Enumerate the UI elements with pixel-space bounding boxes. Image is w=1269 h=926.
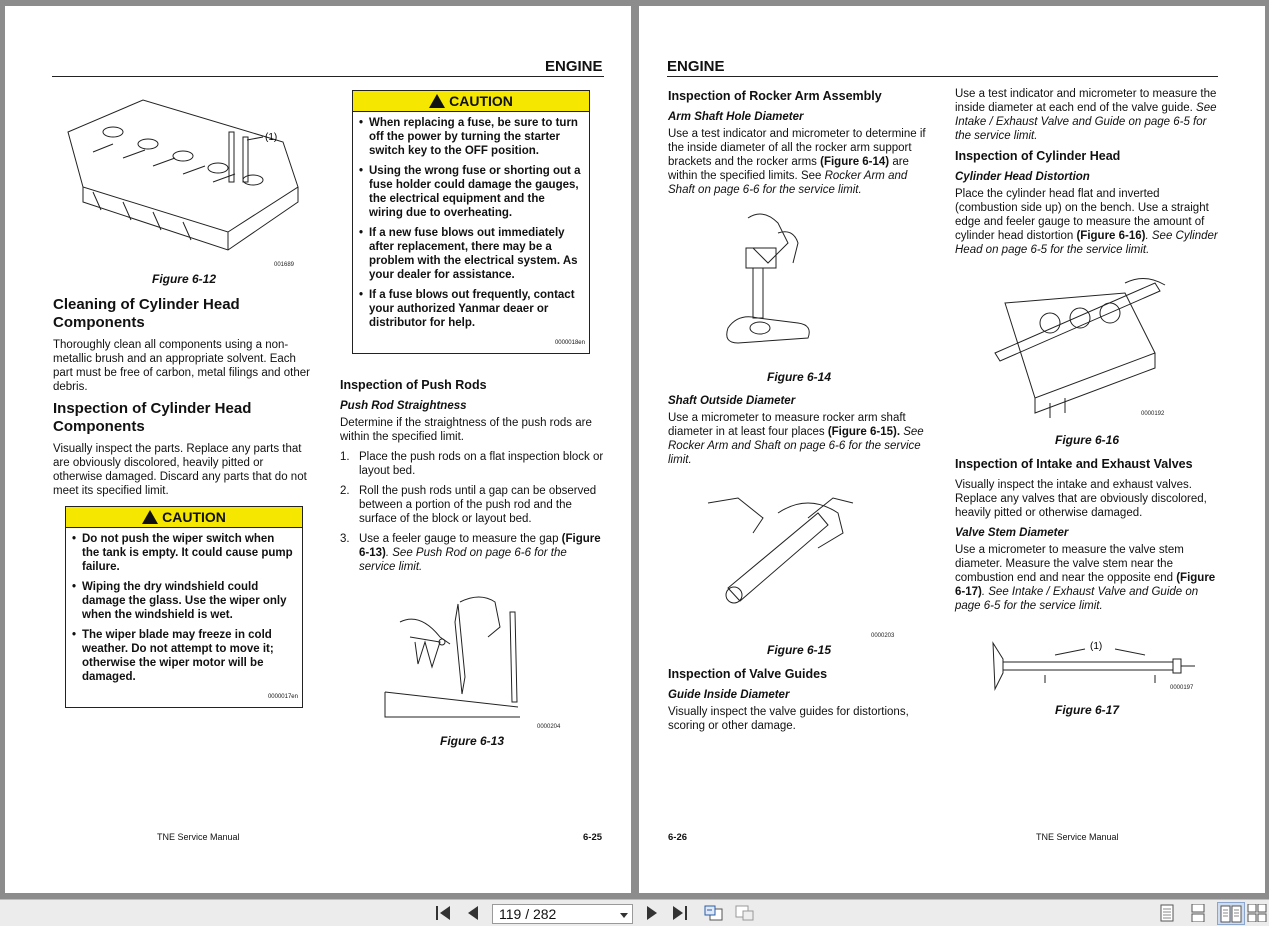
figure-reference: (Figure 6-14) <box>820 156 890 168</box>
viewer-toolbar <box>0 899 1269 926</box>
subsection-heading: Arm Shaft Hole Diameter <box>668 111 804 123</box>
caution-header <box>353 91 589 112</box>
figure-callout: (1) <box>265 132 278 143</box>
figure-code: 001689 <box>274 262 295 268</box>
caution-label: CAUTION <box>162 509 226 525</box>
caution-box-wiper <box>65 506 303 708</box>
subsection-heading: Push Rod Straightness <box>340 400 467 412</box>
paragraph <box>955 543 1219 613</box>
caution-item: • Using the wrong fuse or shorting out a fuse holder could damage the gauges, the electrical equipment and the wiring due to overheating. <box>369 164 581 220</box>
next-view-button[interactable] <box>733 904 757 922</box>
subsection-heading: Valve Stem Diameter <box>955 527 1069 539</box>
paragraph-text: Use a test indicator and micrometer to determine if the inside diameter of all the rocker arm support brackets and the rocker arms <box>668 128 926 168</box>
caution-box-fuse <box>352 90 590 354</box>
caution-item: • Do not push the wiper switch when the tank is empty. It could cause pump failure. <box>82 532 294 574</box>
section-heading: Inspection of Cylinder Head Components <box>53 400 252 435</box>
paragraph: Visually inspect the parts. Replace any parts that are obviously discolored, heavily pitted or otherwise damaged. Discard any parts that do not meet its specified limit. <box>53 443 307 497</box>
paragraph-text: Use a micrometer to measure rocker arm shaft diameter in at least four places <box>668 412 906 438</box>
step-list <box>340 450 604 574</box>
warning-icon <box>142 510 158 524</box>
page-number: 6-25 <box>583 832 603 843</box>
subsection-heading: Shaft Outside Diameter <box>668 395 796 407</box>
paragraph <box>955 87 1219 143</box>
paragraph-text: Place the cylinder head flat and inverted (combustion side up) on the bench. Use a straight edge and feeler gauge to measure the amount of cylinder head distortion <box>955 188 1209 242</box>
section-heading: Inspection of Intake and Exhaust Valves <box>955 457 1193 471</box>
caution-label: CAUTION <box>449 93 513 109</box>
first-page-button[interactable] <box>432 904 454 922</box>
paragraph <box>955 187 1219 257</box>
dropdown-arrow-icon[interactable] <box>620 913 628 918</box>
page-indicator: 119 / 282 <box>499 906 557 922</box>
page-number: 6-26 <box>668 832 688 843</box>
previous-page-icon <box>466 905 480 921</box>
figure-caption: Figure 6-13 <box>439 734 505 748</box>
facing-pages-icon <box>1220 905 1242 923</box>
previous-page-button[interactable] <box>462 904 484 922</box>
next-page-icon <box>645 905 659 921</box>
step-item <box>340 532 604 574</box>
figure-callout: (1) <box>1090 641 1103 652</box>
micrometer-illustration <box>668 473 930 641</box>
section-heading: Cleaning of Cylinder Head Components <box>53 296 240 331</box>
running-header: ENGINE <box>667 58 725 75</box>
last-page-icon <box>671 905 689 921</box>
previous-view-button[interactable] <box>702 904 726 922</box>
figure-code: 0000197 <box>1170 685 1194 691</box>
figure-caption: Figure 6-17 <box>1054 703 1120 717</box>
left-column <box>53 92 315 708</box>
section-heading: Inspection of Cylinder Head <box>955 149 1121 163</box>
page-footer: TNE Service Manual <box>157 832 240 842</box>
push-rod-illustration <box>340 582 604 732</box>
service-limit-reference: . See Intake / Exhaust Valve and Guide on page 6-5 for the service limit. <box>955 586 1199 612</box>
step-text: Use a feeler gauge to measure the gap <box>359 533 562 545</box>
caution-list <box>66 528 302 684</box>
caution-item: • If a new fuse blows out immediately after replacement, there may be a problem with the electrical system. As your dealer for assistance. <box>369 226 581 282</box>
caution-item: • When replacing a fuse, be sure to turn off the power by turning the starter switch key to the OFF position. <box>369 116 581 158</box>
paragraph-text: Use a micrometer to measure the valve stem diameter. Measure the valve stem near the combustion end and near the opposite end <box>955 544 1184 584</box>
step-text: Place the push rods on a flat inspection block or layout bed. <box>359 451 604 477</box>
left-column <box>668 87 930 739</box>
caution-code: 0000018en <box>554 340 585 346</box>
paragraph-text: Use a test indicator and micrometer to measure the inside diameter at each end of the valve guide. <box>955 88 1217 114</box>
continuous-facing-view-button[interactable] <box>1246 904 1268 922</box>
figure-caption: Figure 6-12 <box>151 272 217 286</box>
paragraph <box>668 411 930 467</box>
page-footer: TNE Service Manual <box>1036 832 1119 842</box>
step-number: 1. <box>340 451 350 463</box>
left-page <box>5 6 631 893</box>
cylinder-head-illustration <box>53 92 315 270</box>
step-number: 3. <box>340 533 350 545</box>
running-header: ENGINE <box>545 58 603 75</box>
caution-list <box>353 112 589 330</box>
last-page-button[interactable] <box>669 904 691 922</box>
service-limit-reference: See Intake / Exhaust Valve and Guide on page 6-5 for the service limit. <box>955 102 1217 142</box>
subsection-heading: Guide Inside Diameter <box>668 689 790 701</box>
caution-item: • The wiper blade may freeze in cold weather. Do not attempt to move it; otherwise the wiper motor will be damaged. <box>82 628 294 684</box>
rocker-arm-illustration <box>668 203 930 368</box>
step-number: 2. <box>340 485 350 497</box>
service-limit-reference: See Rocker Arm and Shaft on page 6-6 for the service limit. <box>668 426 924 466</box>
figure-6-14 <box>668 203 930 368</box>
header-rule <box>52 76 604 77</box>
warning-icon <box>429 94 445 108</box>
figure-6-17 <box>955 623 1219 701</box>
single-page-icon <box>1159 904 1175 922</box>
figure-code: 0000192 <box>1141 411 1165 417</box>
figure-6-13 <box>340 582 604 732</box>
header-rule <box>667 76 1218 77</box>
caution-code: 0000017en <box>267 694 298 700</box>
caution-header <box>66 507 302 528</box>
section-heading: Inspection of Valve Guides <box>668 667 828 681</box>
figure-reference: (Figure 6-16) <box>1076 230 1146 242</box>
figure-code: 0000203 <box>871 633 895 639</box>
continuous-page-icon <box>1190 904 1206 922</box>
caution-item: • Wiping the dry windshield could damage the glass. Use the wiper only when the windshield is wet. <box>82 580 294 622</box>
step-item <box>340 450 604 478</box>
figure-caption: Figure 6-14 <box>766 370 832 384</box>
section-heading: Inspection of Rocker Arm Assembly <box>668 89 882 103</box>
straight-edge-illustration <box>955 263 1219 431</box>
next-view-icon <box>734 904 756 922</box>
figure-6-15 <box>668 473 930 641</box>
previous-view-icon <box>703 904 725 922</box>
first-page-icon <box>434 905 452 921</box>
continuous-view-button[interactable] <box>1188 904 1208 922</box>
paragraph-text: are within the specified limits. See <box>668 156 909 182</box>
paragraph: Thoroughly clean all components using a non-metallic brush and an appropriate solvent. Each part must be free of carbon, metal filings and other debris. <box>53 339 310 393</box>
figure-reference: (Figure 6-17) <box>955 572 1216 598</box>
right-page <box>639 6 1265 893</box>
service-limit-reference: . See Push Rod on page 6-6 for the service limit. <box>359 547 567 573</box>
figure-6-16 <box>955 263 1219 431</box>
paragraph: Determine if the straightness of the push rods are within the specified limit. <box>340 417 592 443</box>
section-heading: Inspection of Push Rods <box>340 378 487 392</box>
paragraph <box>668 127 930 197</box>
figure-caption: Figure 6-16 <box>1054 433 1120 447</box>
continuous-facing-icon <box>1247 904 1267 922</box>
figure-reference: (Figure 6-15). <box>827 426 901 438</box>
right-column <box>340 90 604 758</box>
figure-code: 0000204 <box>537 724 561 730</box>
right-column <box>955 87 1219 727</box>
figure-6-12 <box>53 92 315 270</box>
paragraph: Visually inspect the valve guides for distortions, scoring or other damage. <box>668 706 909 732</box>
step-text: Roll the push rods until a gap can be observed between a portion of the push rod and the surface of the block or layout bed. <box>359 485 597 525</box>
next-page-button[interactable] <box>641 904 663 922</box>
figure-caption: Figure 6-15 <box>766 643 832 657</box>
single-page-view-button[interactable] <box>1157 904 1177 922</box>
subsection-heading: Cylinder Head Distortion <box>955 171 1090 183</box>
page-number-input[interactable] <box>492 904 633 924</box>
step-item <box>340 484 604 526</box>
figure-reference: (Figure 6-13) <box>359 533 601 559</box>
caution-item: • If a fuse blows out frequently, contact your authorized Yanmar deaer or distributor for help. <box>369 288 581 330</box>
paragraph: Visually inspect the intake and exhaust valves. Replace any valves that are obviously discolored, heavily pitted or otherwise damaged. <box>955 479 1207 519</box>
service-limit-reference: Rocker Arm and Shaft on page 6-6 for the service limit. <box>668 170 908 196</box>
service-limit-reference: . See Cylinder Head on page 6-5 for the service limit. <box>955 230 1218 256</box>
facing-pages-view-button[interactable] <box>1217 902 1245 925</box>
